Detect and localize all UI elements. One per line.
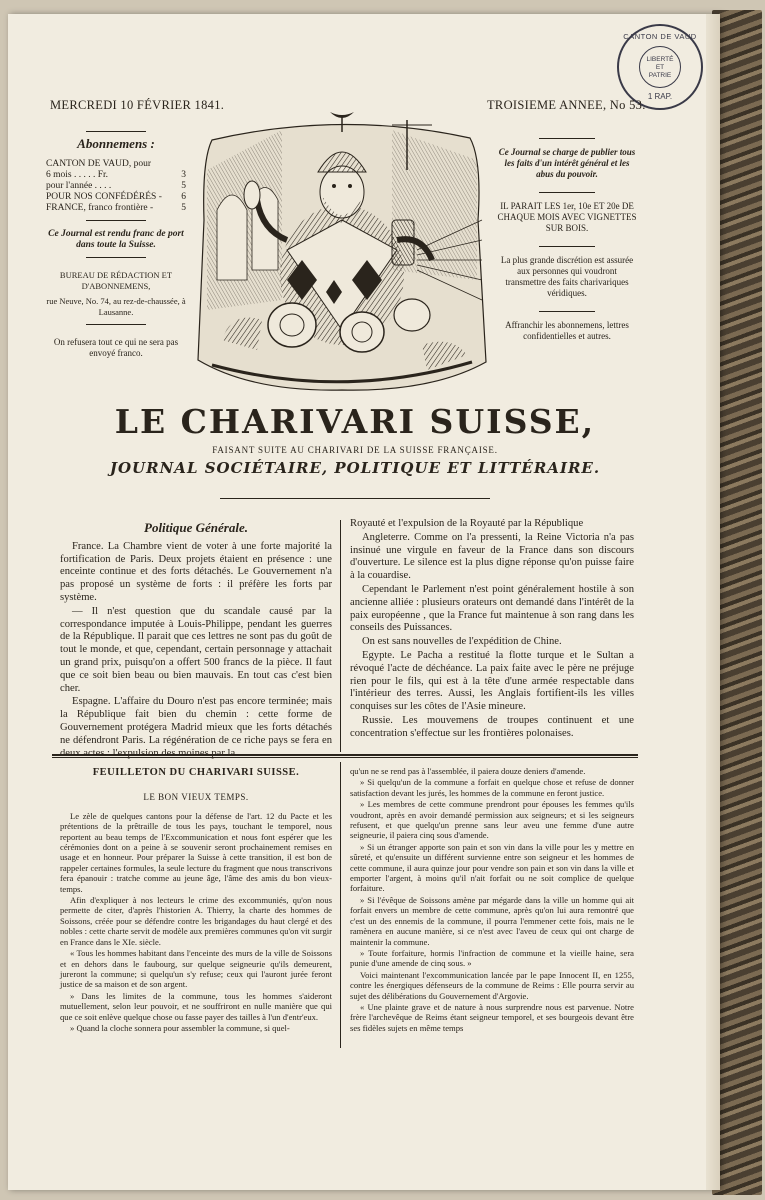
subscription-row: pour l'année . . . . 5: [46, 180, 186, 191]
feuilleton-paragraph: Voici maintenant l'excommunication lancée par le pape Innocent II, en 1255, contre les énergiques défenseurs de la commune de Reims : Elle pourra servir au sujet des délibérations du Gouvernement d'Argovie.: [350, 969, 634, 1001]
article-paragraph: Royauté et l'expulsion de la Royauté par la République: [350, 518, 584, 529]
feuilleton-right-column: [350, 766, 634, 1034]
page-edge: [706, 14, 720, 1190]
newspaper-title: LE CHARIVARI SUISSE,: [114, 402, 596, 441]
feuilleton-rule: [52, 757, 638, 758]
stamp-motto: LIBERTÉ ET PATRIE: [646, 56, 674, 79]
column-divider: [340, 520, 341, 752]
subscription-row: FRANCE, franco frontière - 5: [46, 202, 186, 213]
article-paragraph: Espagne. L'affaire du Douro n'est pas encore terminée; mais la République fait bien du chemin : cette forme de Gouvernement protégera Madrid mieux que les forts détachés ne défendront Paris. La régénération de ce riche pays se fera en deux actes : l'expulsion des moines par la: [60, 696, 332, 759]
subscription-row: 6 mois . . . . . Fr. 3: [46, 169, 186, 180]
flourish-rule: [539, 246, 595, 247]
feuilleton-paragraph: Afin d'expliquer à nos lecteurs le crime des excommuniés, qu'on nous permette de citer, d'après l'historien A. Thierry, la charte des hommes de Soissons, créée pour se défendre contre les brigandages du haut clergé et des nobles : cette charte servit de modèle aux premières communes qu'on vit surgir en France dans le XIe. siècle.: [60, 895, 332, 947]
feuilleton-paragraph: » Quand la cloche sonnera pour assembler la commune, si quel-: [70, 1022, 290, 1033]
flourish-rule: [86, 220, 146, 221]
bureau-heading: BUREAU DE RÉDACTION ET D'ABONNEMENS,: [59, 269, 173, 291]
newspaper-subtitle: FAISANT SUITE AU CHARIVARI DE LA SUISSE FRANÇAISE.: [212, 445, 498, 455]
flourish-rule: [86, 131, 146, 132]
flourish-rule: [539, 192, 595, 193]
article-paragraph: Angleterre. Comme on l'a pressenti, la Reine Victoria n'a pas insinué une virgule en faveur de la France dans son discours d'ouverture. Le silence est la plus digne réponse qu'on puisse faire à la couardise.: [350, 531, 634, 582]
notice-publication-days: IL PARAIT LES 1er, 10e ET 20e DE CHAQUE MOIS AVEC VIGNETTES SUR BOIS.: [497, 201, 637, 233]
feuilleton-paragraph: « Une plainte grave et de nature à nous surprendre nous est parvenue. Notre frère l'archevêque de Reims étant seigneur temporel, et ses bourgeois devant être ses fidèles sujets en même temps: [350, 1001, 634, 1033]
article-paragraph: Cependant le Parlement n'est point généralement hostile à son ancienne alliée : plusieurs orateurs ont demandé dans l'intérêt de la paix européenne , que la France fut maintenue à son rang dans les conseils des Puissances.: [350, 583, 634, 634]
flourish-rule: [539, 138, 595, 139]
feuilleton-paragraph: » Les membres de cette commune prendront pour épouses les femmes qu'ils voudront, après en avoir demandé permission aux seigneurs; et si les seigneurs refusent, et que quelqu'un prenne sans leur aveu une femme d'une autre seigneurie, il paiera cinq sous d'amende.: [350, 799, 634, 841]
free-postage-note: Ce Journal est rendu franc de port dans toute la Suisse.: [48, 228, 184, 250]
journal-description: JOURNAL SOCIÉTAIRE, POLITIQUE ET LITTÉRAIRE.: [109, 459, 601, 477]
feuilleton-paragraph: » Dans les limites de la commune, tous les hommes s'aideront mutuellement, selon leur pouvoir, et ne souffriront en nulle manière que qui que ce soit enlève quelque chose ou fasse payer des tailles à l'un d'entr'eux.: [60, 990, 332, 1022]
feuilleton-rule: [52, 754, 638, 756]
issue-date: MERCREDI 10 FÉVRIER 1841.: [50, 98, 225, 112]
flourish-rule: [539, 311, 595, 312]
flourish-rule: [86, 257, 146, 258]
feuilleton-paragraph: qu'un ne se rend pas à l'assemblée, il paiera douze deniers d'amende.: [350, 766, 586, 776]
article-left-column: [60, 522, 332, 761]
notices-box: [497, 138, 637, 354]
subscriptions-title: Abonnemens :: [77, 136, 155, 151]
column-divider: [340, 762, 341, 1048]
flourish-rule: [86, 324, 146, 325]
article-paragraph: France. La Chambre vient de voter à une forte majorité la fortification de Paris. Deux projets étaient en présence : une enceinte continue et des forts détachés. Le Gouvernement n'a pas proposé un système de forts : il préfère les forts par système.: [60, 540, 332, 603]
feuilleton-paragraph: Le zèle de quelques cantons pour la défense de l'art. 12 du Pacte et les prétentions de la prêtraille de tous les pays, touchant le temporel, nous reportent au beau temps de l'Excommunication et nous font espérer que les cérémonies dont on a peine à se souvenir seront prochainement remises en usage et en honneur. Pour préparer la Suisse à cette transition, il est bon de rappeler certaines formules, la seule lecture du fragment que nous transcrivons fera épanouir : tratche comme au jeune âge, l'âme des amis du bon vieux-temps.: [60, 810, 332, 894]
notice-charge: Ce Journal se charge de publier tous les faits d'un intérêt général et les abus du pouvoir.: [498, 147, 636, 179]
feuilleton-left-column: [60, 768, 332, 1034]
feuilleton-paragraph: » Si un étranger apporte son pain et son vin dans la ville pour les y mettre en sûreté, et qu'ensuite un différent survienne entre son seigneur et les hommes de cette commune, il aura quinze jour pour vendre son pain et son vin dans la ville et emporter l'argent, à moins qu'il n'ait forfait ou ne soit complice de quelque forfaiture.: [350, 841, 634, 894]
stamp-ring-text: CANTON DE VAUD: [623, 32, 697, 41]
article-paragraph: Russie. Les mouvemens de troupes continuent et une concentration s'effectue sur les frontières polonaises.: [350, 714, 634, 739]
subscriptions-box: [46, 125, 186, 359]
bureau-address: rue Neuve, No. 74, au rez-de-chaussée, à Lausanne.: [46, 295, 186, 317]
article-right-column: [350, 518, 634, 742]
notice-affranchir: Affranchir les abonnemens, lettres confidentielles et autres.: [505, 320, 629, 341]
subscription-row: CANTON DE VAUD, pour: [46, 158, 152, 169]
issue-number: TROISIEME ANNEE, No 53.: [487, 98, 646, 112]
feuilleton-title: FEUILLETON DU CHARIVARI SUISSE.: [92, 767, 300, 778]
feuilleton-paragraph: » Si l'évêque de Soissons amène par mégarde dans la ville un homme qui ait forfait envers un membre de cette commune, après qu'on lui aura remontré que c'est un des ennemis de la commune, il pourra l'emmener cette fois, mais ne le ramènera en aucune manière, si ce n'est avec l'aveu de ceux qui ont charge de maintenir la commune.: [350, 894, 634, 947]
section-title: Politique Générale.: [144, 520, 248, 535]
article-paragraph: — Il n'est question que du scandale causé par la correspondance imputée à Louis-Philippe, pendant les guerres de la République. Il parait que ces lettres ne sont pas du goût de tout le monde, et que, cependant, certain personnage y attachait un grand prix, puisqu'on a offert 500 francs de la pièce. Il faut que ce soit bien beau ou bien mauvais. En tout cas c'est bien cher.: [60, 605, 332, 694]
notice-discretion: La plus grande discrétion est assurée aux personnes qui voudront transmettre des faits charivariques véridiques.: [500, 255, 634, 298]
masthead-rule: [220, 498, 490, 499]
feuilleton-paragraph: « Tous les hommes habitant dans l'enceinte des murs de la ville de Soissons et en dehors dans le faubourg, sur quelque seigneurie qu'ils demeurent, jureront la commune; si quelqu'un s'y refuse; ceux qui l'auront jurée feront justice de sa maison et de son argent.: [60, 948, 332, 990]
stamp-price: 1 RAP.: [647, 92, 673, 101]
feuilleton-subtitle: LE BON VIEUX TEMPS.: [143, 792, 249, 803]
feuilleton-paragraph: » Si quelqu'un de la commune a forfait en quelque chose et refuse de donner satisfaction devant les jurés, les hommes de la commune en feront justice.: [350, 777, 634, 798]
subscriptions-table: [46, 159, 186, 214]
subscription-row: POUR NOS CONFÉDÉRÉS - 6: [46, 191, 186, 202]
feuilleton-paragraph: » Toute forfaiture, hormis l'infraction de commune et la vieille haine, sera punie d'une amende de cinq sous. »: [350, 947, 634, 969]
article-paragraph: On est sans nouvelles de l'expédition de Chine.: [362, 636, 562, 648]
jester-vignette-illustration: [192, 100, 490, 396]
masthead: [60, 402, 650, 477]
refusal-note: On refusera tout ce qui ne sera pas envoyé franco.: [53, 336, 179, 358]
article-paragraph: Egypte. Le Pacha a restitué la flotte turque et le Sultan a révoqué l'acte de déchéance. La paix faite avec le père ne préjuge rien pour le fils, qui est à la tête d'une armée respectable dans l'intérieur des terres. Aussi, les Anglais fortifient-ils les villes conquises sur les côtes de l'Asie mineure.: [350, 649, 634, 713]
